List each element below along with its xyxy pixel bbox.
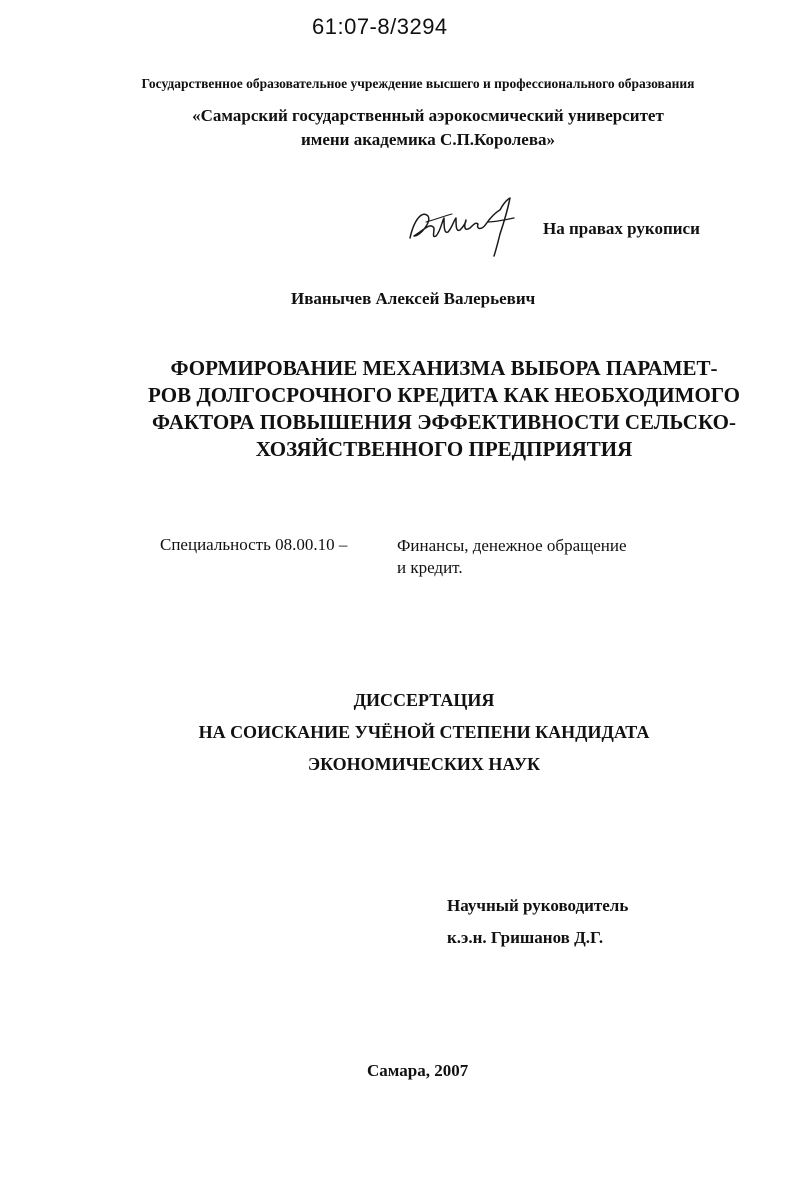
title-line-2: РОВ ДОЛГОСРОЧНОГО КРЕДИТА КАК НЕОБХОДИМОГО (148, 383, 740, 407)
dissertation-type (0, 684, 796, 780)
dissertation-type-line-3: ЭКОНОМИЧЕСКИХ НАУК (307, 754, 541, 774)
specialty-value-line-2: и кредит. (397, 558, 463, 577)
advisor-role: Научный руководитель (447, 896, 629, 915)
specialty-value (397, 535, 627, 579)
title-line-4: ХОЗЯЙСТВЕННОГО ПРЕДПРИЯТИЯ (255, 437, 633, 461)
author-name: Иванычев Алексей Валерьевич (291, 289, 536, 308)
specialty-label: Специальность 08.00.10 – (160, 535, 348, 554)
advisor-name: к.э.н. Гришанов Д.Г. (447, 928, 604, 947)
institution-header: Государственное образовательное учреждение высшего и профессионального образования (141, 76, 695, 91)
title-line-3: ФАКТОРА ПОВЫШЕНИЯ ЭФФЕКТИВНОСТИ СЕЛЬСКО- (152, 410, 736, 434)
rights-notice: На правах рукописи (543, 219, 700, 238)
dissertation-title (100, 355, 788, 463)
title-line-1: ФОРМИРОВАНИЕ МЕХАНИЗМА ВЫБОРА ПАРАМЕТ- (170, 356, 718, 380)
institution-name-line-2: имени академика С.П.Королева» (300, 130, 556, 149)
handwritten-signature (404, 192, 524, 260)
scientific-advisor (447, 890, 628, 954)
registration-code: 61:07-8/3294 (312, 14, 448, 39)
place-and-year: Самара, 2007 (367, 1061, 469, 1080)
institution-name (0, 104, 796, 152)
dissertation-type-line-2: НА СОИСКАНИЕ УЧЁНОЙ СТЕПЕНИ КАНДИДАТА (198, 722, 650, 742)
dissertation-type-line-1: ДИССЕРТАЦИЯ (353, 690, 495, 710)
institution-name-line-1: «Самарский государственный аэрокосмический университет (192, 106, 664, 125)
specialty-value-line-1: Финансы, денежное обращение (397, 536, 627, 555)
